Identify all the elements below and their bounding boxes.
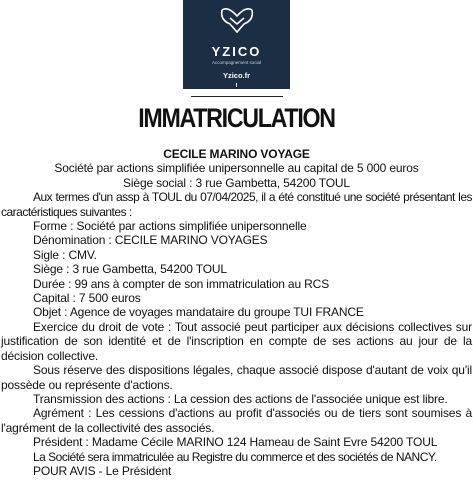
transmission-paragraph: Transmission des actions : La cession des actions de l'associée unique est libre. — [33, 391, 448, 406]
logo-tagline: Accompagnement social — [211, 60, 262, 65]
notice-body — [1, 147, 472, 478]
field-sigle: Sigle : CMV. — [33, 247, 97, 262]
publisher-logo — [183, 0, 290, 89]
president-paragraph: Président : Madame Cécile MARINO 124 Hameau de Saint Evre 54200 TOUL — [33, 435, 438, 450]
logo-name: YZICO — [211, 44, 262, 59]
yzico-emblem-icon — [216, 4, 258, 40]
heading-rule — [191, 96, 283, 97]
field-duree: Durée : 99 ans à compter de son immatriculation au RCS — [33, 276, 330, 291]
field-denomination: Dénomination : CECILE MARINO VOYAGES — [33, 233, 268, 248]
vote-paragraph: Exercice du droit de vote : Tout associé peut participer aux décisions collectives sur justification de son identité et de l'inscription en compte de ses actions au jour de la décision collective. — [1, 319, 472, 363]
field-capital: Capital : 7 500 euros — [33, 291, 141, 306]
notice-heading: IMMATRICULATION — [138, 103, 335, 133]
logo-url: Yzico.fr — [222, 71, 251, 80]
company-name: CECILE MARINO VOYAGE — [163, 147, 310, 161]
company-type: Société par actions simplifiée unipersonnelle au capital de 5 000 euros — [54, 161, 419, 176]
closing-line: POUR AVIS - Le Président — [33, 463, 172, 478]
field-forme: Forme : Société par actions simplifiée unipersonnelle — [33, 219, 307, 234]
reserve-paragraph: Sous réserve des dispositions légales, chaque associé dispose d'autant de voix qu'il possède ou représente d'actions. — [1, 363, 472, 392]
logo-divider — [236, 83, 237, 87]
intro-paragraph: Aux termes d'un assp à TOUL du 07/04/2025, il a été constitué une société présentant les caractéristiques suivantes : — [1, 190, 472, 219]
field-siege: Siège : 3 rue Gambetta, 54200 TOUL — [33, 262, 227, 277]
agrement-paragraph: Agrément : Les cessions d'actions au profit d'associés ou de tiers sont soumises à l'agrément de la collectivité des associés. — [1, 406, 472, 435]
field-objet: Objet : Agence de voyages mandataire du groupe TUI FRANCE — [33, 305, 364, 320]
registry-paragraph: La Société sera immatriculée au Registre du commerce et des sociétés de NANCY. — [33, 449, 437, 464]
company-seat: Siège social : 3 rue Gambetta, 54200 TOUL — [123, 175, 350, 190]
